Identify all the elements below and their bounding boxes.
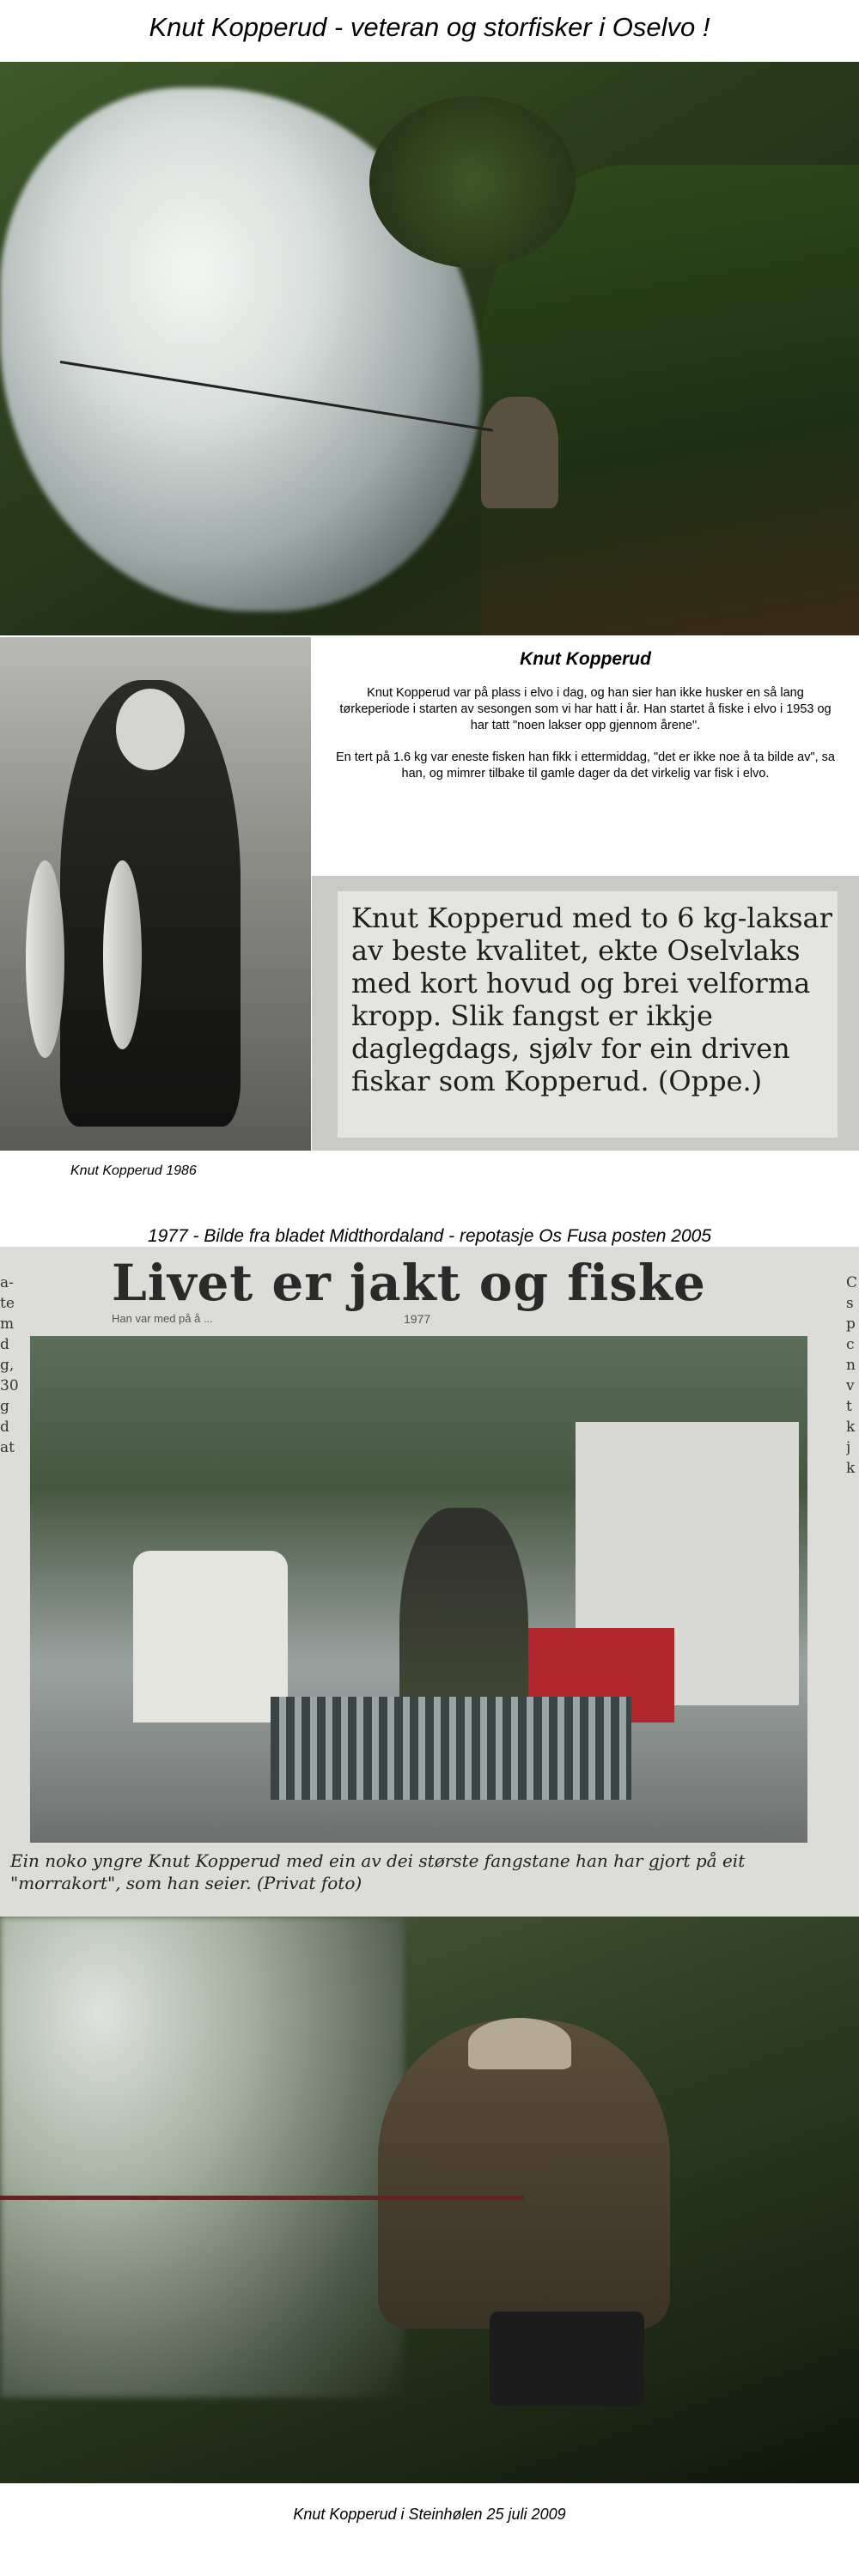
bio-title: Knut Kopperud [520, 649, 651, 669]
old-bw-photo [0, 637, 311, 1151]
white-wall [133, 1551, 288, 1722]
bio-paragraph-2: En tert på 1.6 kg var eneste fisken han fikk i ettermiddag, "det er ikke noe å ta bilde av", sa han, og mimrer tilbake til gamle dager da det virkelig var fisk i elvo. [336, 750, 835, 781]
cap [468, 2018, 571, 2069]
newspaper-subline: Han var med på å ... [112, 1312, 213, 1325]
newspaper-caption: Ein noko yngre Knut Kopperud med ein av dei største fangstane han har gjort på eit "morrakort", som han seier. (Privat foto) [10, 1850, 746, 1893]
salmon-right [103, 860, 142, 1049]
fishing-rod [0, 2196, 524, 2200]
waterfall-fishing-photo [0, 62, 859, 635]
rock [369, 96, 576, 268]
photo4-caption: Knut Kopperud i Steinhølen 25 juli 2009 [293, 2506, 566, 2523]
right-column-text: C s p c n v t k j k [846, 1274, 858, 1477]
newspaper-clipping-1 [312, 876, 859, 1151]
tackle-bag [490, 2312, 644, 2406]
bio-paragraph-1: Knut Kopperud var på plass i elvo i dag, og han sier han ikke husker en så lang tørkeperiode i starten av sesongen som vi har hatt i år. Han startet å fiske i elvo i 1953 og har tatt "noen lakser opp gjennom årene". [339, 686, 832, 732]
bio-text-box [312, 637, 859, 876]
steinholen-photo [0, 1917, 859, 2483]
newspaper-clipping-2 [0, 1247, 859, 1917]
clipping-text: Knut Kopperud med to 6 kg-laksar av beste kvalitet, ekte Oselvlaks med kort hovud og brei velforma kropp. Slik fangst er ikkje daglegdags, sjølv for ein driven fiskar som Kopperud. (Oppe.) [351, 902, 832, 1097]
photo2-caption: Knut Kopperud 1986 [70, 1163, 197, 1178]
fisherman [481, 397, 558, 508]
newspaper-photo [30, 1336, 807, 1843]
fish-catch [271, 1697, 631, 1800]
page-title: Knut Kopperud - veteran og storfisker i Oselvo ! [149, 12, 710, 42]
newspaper-source: 1977 - Bilde fra bladet Midthordaland - repotasje Os Fusa posten 2005 [147, 1226, 712, 1246]
left-column-text: a- te m d g, 30 g d at [0, 1274, 19, 1456]
river-water [0, 1917, 404, 2397]
newspaper-headline: Livet er jakt og fiske [112, 1254, 706, 1312]
newspaper-year: 1977 [404, 1312, 431, 1326]
salmon-left [26, 860, 64, 1058]
face [116, 689, 185, 770]
